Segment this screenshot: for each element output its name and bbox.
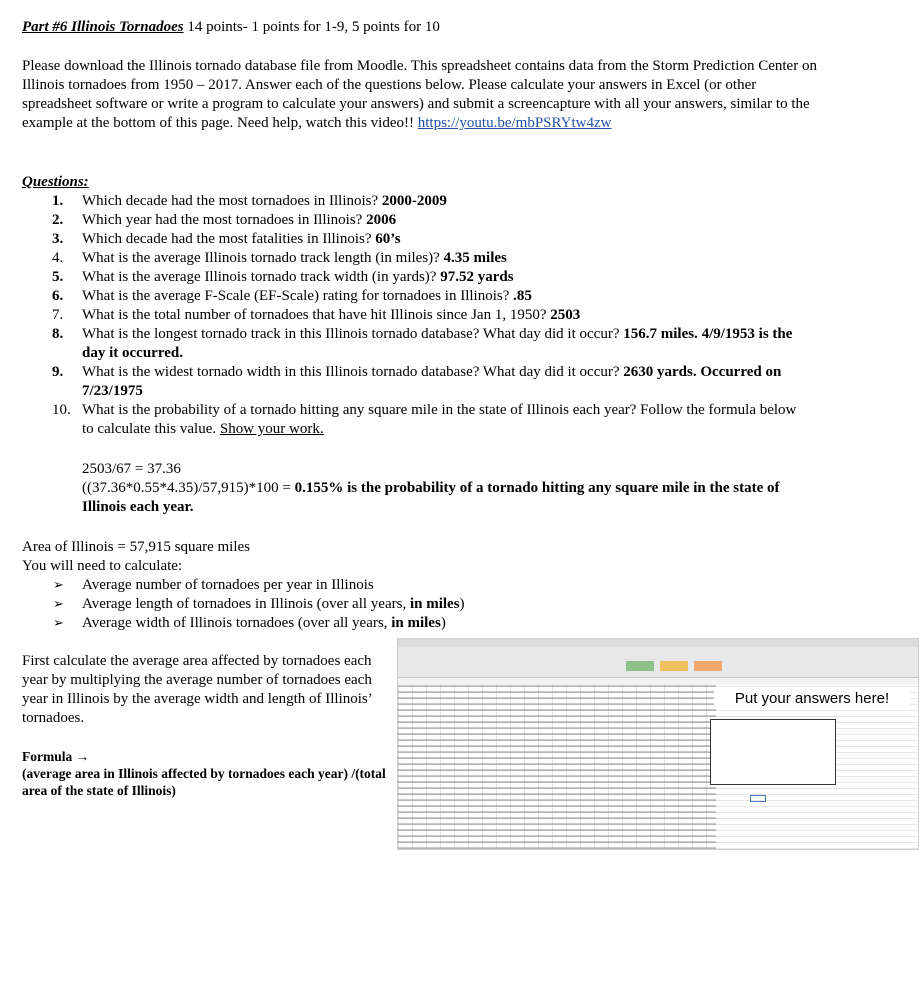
question-answer: .85 — [513, 288, 532, 304]
question-text: What is the longest tornado track in this Illinois tornado database? What day did it occur? — [82, 326, 624, 342]
calc-item-text: Average width of Illinois tornadoes (over all years, — [82, 615, 392, 631]
calc-item-unit: in miles — [409, 596, 460, 612]
question-answer: 60’s — [375, 231, 401, 247]
question-number: 8. — [52, 326, 64, 342]
question-item — [22, 249, 802, 268]
arrow-bullet-icon: ➢ — [53, 616, 64, 631]
question-item — [22, 211, 802, 230]
calc-intro: You will need to calculate: — [22, 558, 183, 574]
calc-item-text: Average number of tornadoes per year in Illinois — [82, 577, 374, 593]
question-item — [22, 287, 802, 306]
section-points: 14 points- 1 points for 1-9, 5 points for 10 — [183, 19, 440, 35]
question-text: What is the total number of tornadoes that have hit Illinois since Jan 1, 1950? — [82, 307, 551, 323]
question-item — [22, 325, 802, 363]
formula-label: Formula → — [22, 749, 90, 764]
area-block — [22, 538, 250, 576]
question-item — [22, 192, 802, 211]
question-number: 3. — [52, 231, 64, 247]
question-item — [22, 268, 802, 287]
question-answer: 156.7 miles. 4/9/1953 is the day it occurred. — [82, 326, 793, 361]
question-item — [22, 230, 802, 249]
question-item — [22, 306, 802, 325]
selected-cell — [750, 795, 766, 802]
formula-text: (average area in Illinois affected by tornadoes each year) /(total area of the state of Illinois) — [22, 766, 386, 798]
question-text: What is the average Illinois tornado track width (in yards)? — [82, 269, 441, 285]
question-number: 7. — [52, 307, 64, 323]
intro-text: Please download the Illinois tornado database file from Moodle. This spreadsheet contains data from the Storm Prediction Center on Illinois tornadoes from 1950 – 2017. Answer each of the questions below. Please calculate your answers in Excel (or other spreadsheet software or write a program to calculate your answers) and submit a screencapture with all your answers, similar to the example at the bottom of this page. Need help, watch this video!! — [22, 58, 817, 131]
calc-item-tail: ) — [440, 615, 446, 631]
question-number: 1. — [52, 193, 64, 209]
ribbon-style-swatch — [626, 661, 654, 671]
answers-box — [710, 719, 836, 785]
arrow-bullet-icon: ➢ — [53, 578, 64, 593]
spreadsheet-data-cells — [398, 685, 716, 849]
first-paragraph: First calculate the average area affected by tornadoes each year by multiplying the average number of tornadoes each year in Illinois by the average width and length of Illinois’ tornadoes. — [22, 653, 372, 726]
question-item — [22, 363, 802, 401]
work-line-2 — [82, 479, 802, 517]
answers-label: Put your answers here! — [714, 689, 910, 708]
video-link[interactable]: https://youtu.be/mbPSRYtw4zw — [417, 115, 612, 131]
spreadsheet-ribbon — [398, 647, 918, 678]
question-number: 4. — [52, 250, 64, 266]
question-answer: 2630 yards. Occurred on 7/23/1975 — [82, 364, 782, 399]
spreadsheet-screenshot — [397, 638, 919, 850]
question-text: Which decade had the most fatalities in Illinois? — [82, 231, 376, 247]
question-text: What is the widest tornado width in this Illinois tornado database? What day did it occur? — [82, 364, 624, 380]
question-number: 6. — [52, 288, 64, 304]
calc-item — [22, 595, 465, 614]
question-answer: 2503 — [550, 307, 581, 323]
question-list — [22, 192, 802, 439]
question-number: 5. — [52, 269, 64, 285]
question-number: 10. — [52, 402, 71, 418]
calc-item-tail: ) — [459, 596, 465, 612]
question-number: 2. — [52, 212, 64, 228]
question-item — [22, 401, 802, 439]
question-text: Which decade had the most tornadoes in Illinois? — [82, 193, 382, 209]
work-shown — [82, 460, 802, 517]
section-title — [22, 18, 440, 37]
arrow-bullet-icon: ➢ — [53, 597, 64, 612]
ribbon-style-swatch — [694, 661, 722, 671]
calc-item — [22, 614, 465, 633]
spreadsheet-titlebar — [398, 639, 918, 647]
question-instruction: Show your work. — [219, 421, 324, 437]
question-answer: 2006 — [366, 212, 397, 228]
question-text: What is the average Illinois tornado track length (in miles)? — [82, 250, 444, 266]
questions-heading: Questions: — [22, 174, 89, 190]
work-calculation: ((37.36*0.55*4.35)/57,915)*100 = — [82, 480, 295, 496]
ribbon-style-swatch — [660, 661, 688, 671]
question-answer: 2000-2009 — [381, 193, 447, 209]
area-of-illinois: Area of Illinois = 57,915 square miles — [22, 539, 250, 555]
calc-item — [22, 576, 465, 595]
calc-list — [22, 576, 465, 633]
calc-item-text: Average length of tornadoes in Illinois (over all years, — [82, 596, 410, 612]
question-number: 9. — [52, 364, 64, 380]
calc-item-unit: in miles — [391, 615, 441, 631]
intro-paragraph — [22, 57, 822, 133]
question-answer: 4.35 miles — [443, 250, 507, 266]
formula-block — [22, 748, 392, 799]
question-text: What is the probability of a tornado hitting any square mile in the state of Illinois each year? Follow the formula below to calculate this value. — [82, 402, 797, 437]
work-result: 0.155% is the probability of a tornado hitting any square mile in the state of Illinois each year. — [82, 480, 780, 515]
work-line-1: 2503/67 = 37.36 — [82, 461, 181, 477]
question-text: What is the average F-Scale (EF-Scale) rating for tornadoes in Illinois? — [82, 288, 514, 304]
question-answer: 97.52 yards — [440, 269, 514, 285]
section-title-main: Part #6 Illinois Tornadoes — [22, 19, 184, 35]
question-text: Which year had the most tornadoes in Illinois? — [82, 212, 367, 228]
